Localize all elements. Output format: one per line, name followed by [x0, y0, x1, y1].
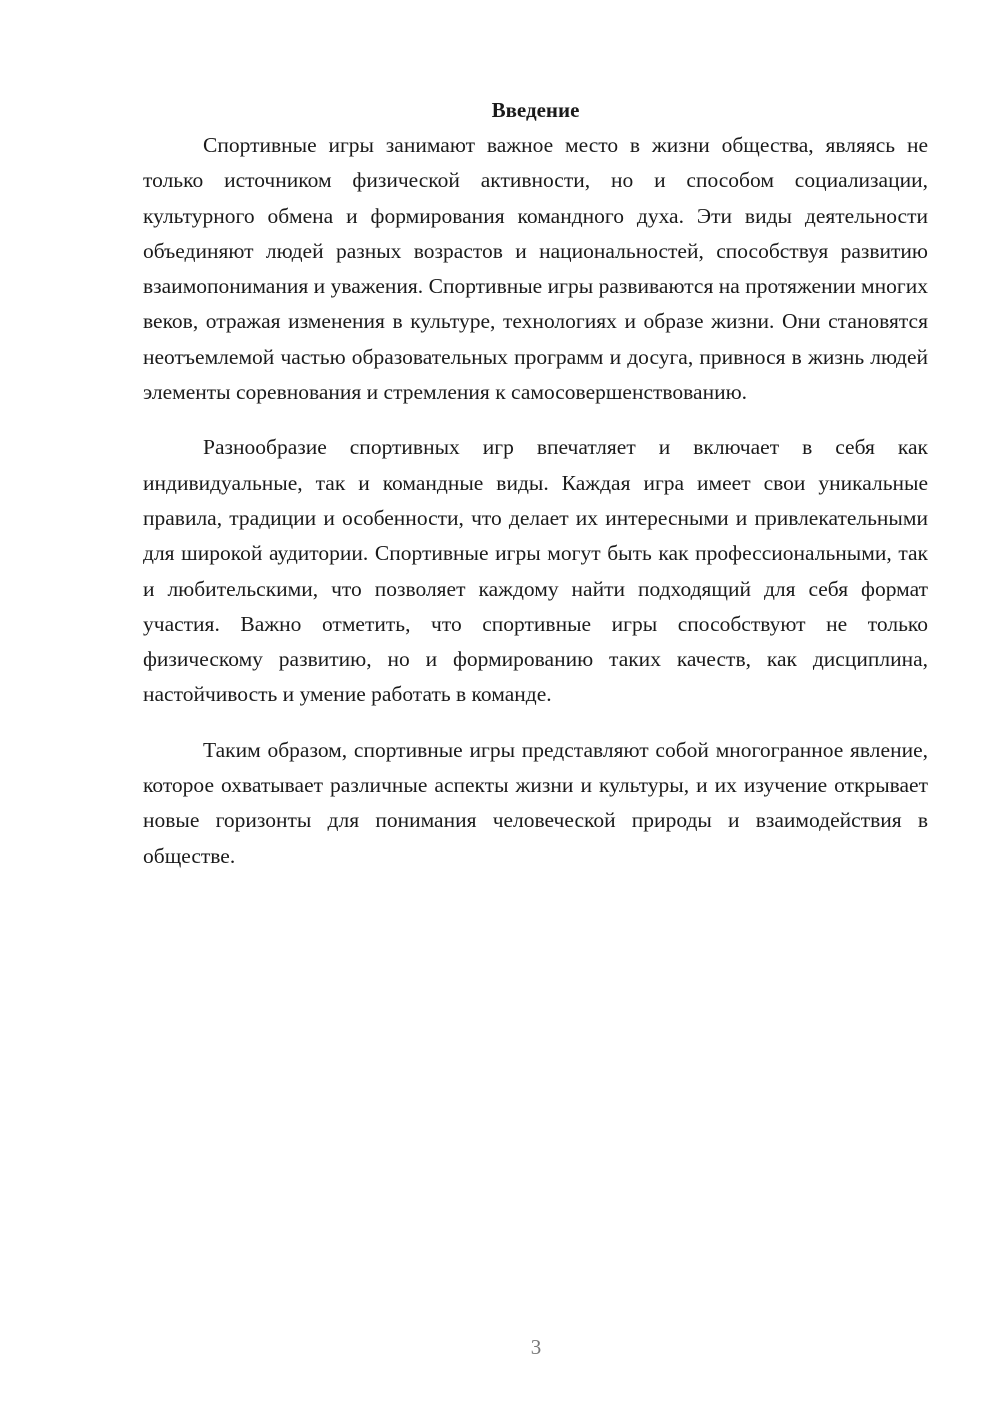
paragraph-2: Разнообразие спортивных игр впечатляет и включает в себя как индивидуальные, так и командные виды. Каждая игра имеет свои уникальные правила, традиции и особенности, что делает их интересными и привлекательными для широкой аудитории. Спортивные игры могут быть как профессиональными, так и любительскими, что позволяет каждому найти подходящий для себя формат участия. Важно отметить, что спортивные игры способствуют не только физическому развитию, но и формированию таких качеств, как дисциплина, настойчивость и умение работать в команде.: [143, 435, 928, 707]
page-number: 3: [530, 1335, 542, 1359]
paragraph-1: Спортивные игры занимают важное место в жизни общества, являясь не только источником физической активности, но и способом социализации, культурного обмена и формирования командного духа. Эти виды деятельности объединяют людей разных возрастов и национальностей, способствуя развитию взаимопонимания и уважения. Спортивные игры развиваются на протяжении многих веков, отражая изменения в культуре, технологиях и образе жизни. Они становятся неотъемлемой частью образовательных программ и досуга, привнося в жизнь людей элементы соревнования и стремления к самосовершенствованию.: [143, 133, 928, 405]
section-title: Введение: [491, 98, 580, 122]
page-content: [143, 93, 928, 874]
paragraph-3: Таким образом, спортивные игры представляют собой многогранное явление, которое охватывает различные аспекты жизни и культуры, и их изучение открывает новые горизонты для понимания человеческой природы и взаимодействия в обществе.: [143, 737, 928, 868]
